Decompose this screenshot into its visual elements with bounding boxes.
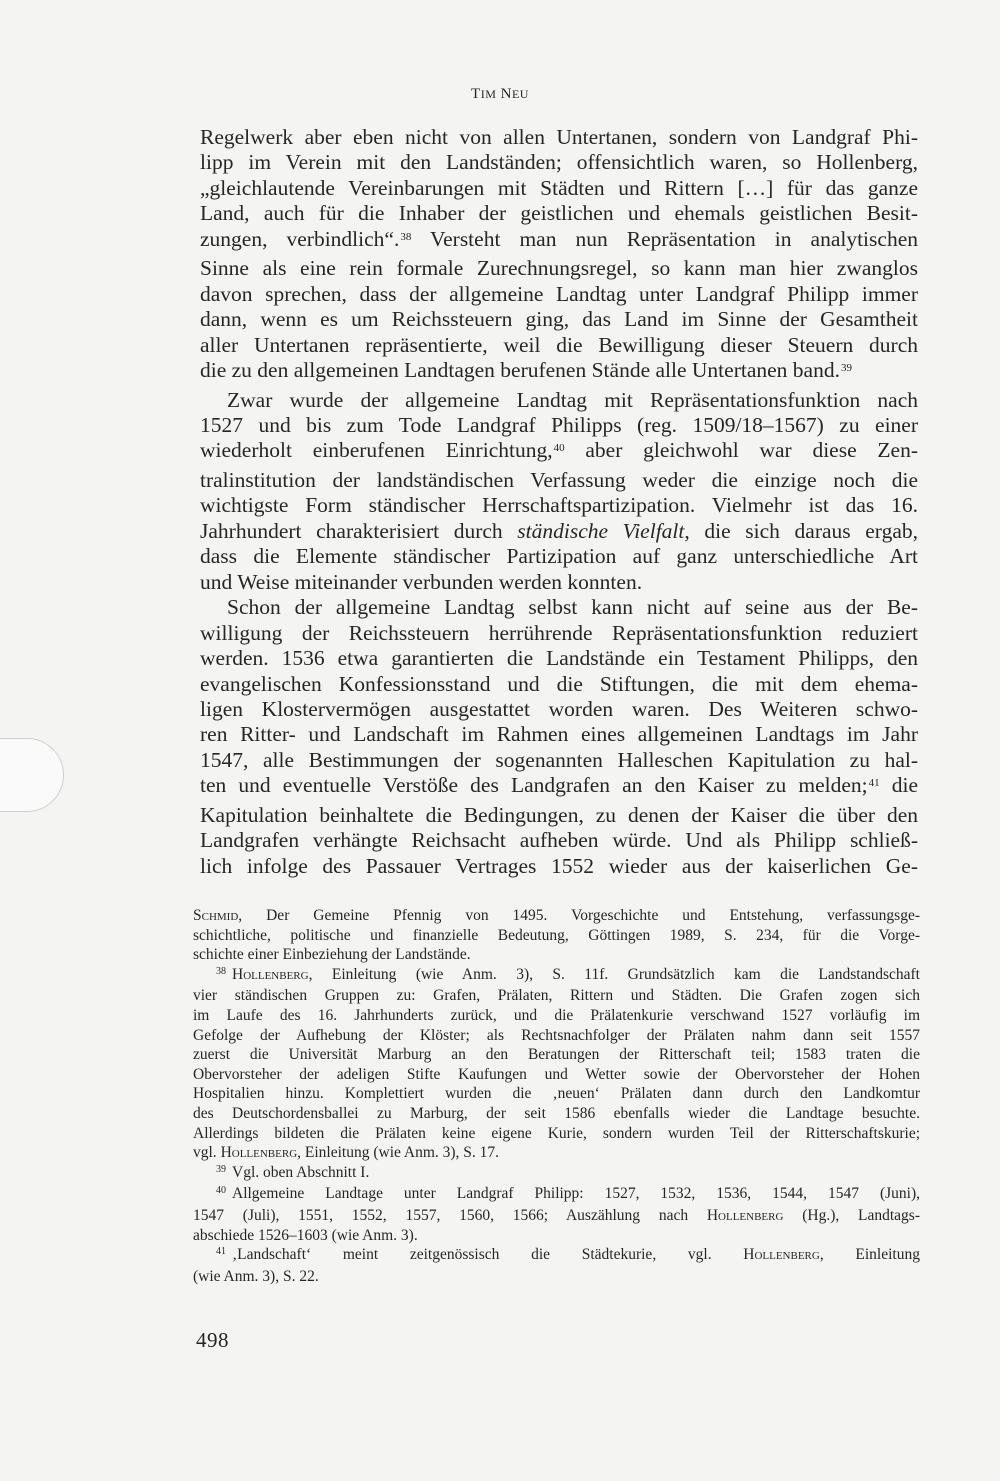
footnote-39 [193, 1163, 920, 1185]
text-line: und Weise miteinander verbunden werden konnten. [200, 569, 643, 594]
text-line: „gleichlautende Vereinbarungen mit Städten und Rittern […] für das ganze [200, 175, 918, 200]
text-line: ligen Klostervermögen ausgestattet worden waren. Des Weiteren schwo- [200, 696, 918, 721]
footnote-line: $^{41}$ ‚Landschaft‘ meint zeitgenössisch die Städtekurie, vgl. Hollenberg, Einleitung [216, 1246, 920, 1264]
footnote-line: Schmid, Der Gemeine Pfennig von 1495. Vorgeschichte und Entstehung, verfassungsge- [193, 907, 920, 924]
text-line: Kapitulation beinhaltete die Bedingungen, zu denen der Kaiser die über den [200, 802, 918, 827]
text-line: ren Ritter- und Landschaft im Rahmen eines allgemeinen Landtags im Jahr [200, 722, 918, 747]
footnote-ref-38[interactable]: 38 [400, 230, 412, 243]
running-head: TIM NEU [471, 86, 529, 102]
text-line: Sinne als eine rein formale Zurechnungsregel, so kann man hier zwanglos [200, 256, 918, 281]
footnotes [193, 906, 920, 1286]
footnote-40 [193, 1184, 920, 1245]
text-line: aller Untertanen repräsentierte, weil die Bewilligung dieser Steuern durch [200, 332, 918, 357]
body-text [200, 125, 918, 879]
text-line: wichtigste Form ständischer Herrschaftspartizipation. Vielmehr ist das 16. [200, 493, 918, 518]
footnote-line: $^{40}$ Allgemeine Landtage unter Landgraf Philipp: 1527, 1532, 1536, 1544, 1547 (Juni), [216, 1185, 920, 1203]
paragraph-2 [200, 388, 918, 596]
paragraph-1 [200, 125, 918, 388]
author-name: Hollenberg [743, 1246, 820, 1264]
footnote-line: Gefolge der Aufhebung der Klöster; als Rechtsnachfolger der Prälaten nahm dann seit 1557 [193, 1026, 920, 1044]
footnote-number: 41 [216, 1246, 226, 1258]
footnote-number: 40 [216, 1185, 226, 1197]
footnote-line: des Deutschordensballei zu Marburg, der seit 1586 ebenfalls wieder die Landtage besuchte. [193, 1104, 920, 1122]
footnote-38 [193, 965, 920, 1163]
footnote-line: schichtliche, politische und finanzielle Bedeutung, Göttingen 1989, S. 234, für die Vorge- [193, 926, 920, 944]
text-line: Zwar wurde der allgemeine Landtag mit Repräsentationsfunktion nach [227, 387, 918, 412]
footnote-line: (wie Anm. 3), S. 22. [193, 1267, 319, 1285]
binder-tab-shape [0, 738, 64, 812]
text-line: Regelwerk aber eben nicht von allen Untertanen, sondern von Landgraf Phi- [200, 125, 918, 149]
footnote-line: im Laufe des 16. Jahrhunderts zurück, und die Prälatenkurie verschwand 1527 vorläufig im [193, 1006, 920, 1024]
footnote-ref-40[interactable]: 40 [553, 442, 565, 455]
footnote-line: vgl. Hollenberg, Einleitung (wie Anm. 3), S. 17. [193, 1144, 500, 1162]
footnote-line: Obervorsteher der adeligen Stifte Kaufungen und Wetter sowie der Obervorsteher der Hohen [193, 1065, 920, 1083]
author-name: Hollenberg [220, 1144, 298, 1162]
footnote-line: schichte einer Einbeziehung der Landstände. [193, 946, 471, 964]
text-line: ten und eventuelle Verstöße des Landgrafen an den Kaiser zu melden;$^{41}$ die [200, 773, 918, 798]
text-line: davon sprechen, dass der allgemeine Landtag unter Landgraf Philipp immer [200, 281, 918, 306]
footnote-line: Allerdings bildeten die Prälaten keine eigene Kurie, sondern wurden Teil der Ritterschaftskurie; [193, 1124, 920, 1142]
text-line: Schon der allgemeine Landtag selbst kann nicht auf seine aus der Be- [227, 595, 918, 620]
footnote-line: 1547 (Juli), 1551, 1552, 1557, 1560, 1566; Auszählung nach Hollenberg (Hg.), Landtags- [193, 1206, 920, 1224]
text-line: lipp im Verein mit den Landständen; offensichtlich waren, so Hollenberg, [200, 150, 918, 175]
text-line: dann, wenn es um Reichssteuern ging, das Land im Sinne der Gesamtheit [200, 307, 918, 332]
text-line: tralinstitution der landständischen Verfassung weder die einzige noch die [200, 467, 918, 492]
text-line: werden. 1536 etwa garantierten die Landstände ein Testament Philipps, den [200, 646, 918, 671]
text-line: Land, auch für die Inhaber der geistlichen und ehemals geistlichen Besit- [200, 201, 918, 226]
text-line: evangelischen Konfessionsstand und die Stiftungen, die mit dem ehema- [200, 671, 918, 696]
footnote-41 [193, 1245, 920, 1286]
text-line: willigung der Reichssteuern herrührende Repräsentationsfunktion reduziert [200, 620, 918, 645]
footnote-line: $^{38}$ Hollenberg, Einleitung (wie Anm. 3), S. 11f. Grundsätzlich kam die Landstandschaft [216, 965, 920, 983]
footnote-line: abschiede 1526–1603 (wie Anm. 3). [193, 1226, 418, 1244]
footnote-ref-41[interactable]: 41 [868, 777, 880, 790]
text-line: Landgrafen verhängte Reichsacht aufheben würde. Und als Philipp schließ- [200, 828, 918, 853]
author-name: Hollenberg [232, 965, 309, 983]
emphasis-text: ständische Vielfalt [517, 518, 685, 543]
text-line: die zu den allgemeinen Landtagen berufenen Stände alle Untertanen band.$^{39}$ [200, 358, 852, 383]
footnote-continuation [193, 906, 920, 965]
text-line: Jahrhundert charakterisiert durch ständische Vielfalt, die sich daraus ergab, [200, 518, 918, 543]
footnote-line: Hospitalien hinzu. Komplettiert wurden die ‚neuen‘ Prälaten dann durch den Landkomtur [193, 1085, 920, 1103]
footnote-line: vier ständischen Gruppen zu: Grafen, Prälaten, Rittern und Städten. Die Grafen zogen sich [193, 987, 920, 1005]
text-line: lich infolge des Passauer Vertrages 1552 wieder aus der kaiserlichen Ge- [200, 853, 918, 878]
footnote-ref-39[interactable]: 39 [840, 362, 852, 375]
paragraph-3 [200, 595, 918, 879]
author-name: Hollenberg [706, 1206, 784, 1224]
text-line: 1547, alle Bestimmungen der sogenannten Halleschen Kapitulation zu hal- [200, 747, 918, 772]
footnote-line: zuerst die Universität Marburg an den Beratungen der Ritterschaft teil; 1583 traten die [193, 1046, 920, 1064]
text-line: 1527 und bis zum Tode Landgraf Philipps (reg. 1509/18–1567) zu einer [200, 412, 918, 437]
footnote-line: $^{39}$ Vgl. oben Abschnitt I. [216, 1163, 370, 1181]
text-line: dass die Elemente ständischer Partizipation auf ganz unterschiedliche Art [200, 544, 918, 569]
text-line: wiederholt einberufenen Einrichtung,$^{40}$ aber gleichwohl war diese Zen- [200, 438, 918, 463]
footnote-number: 38 [216, 965, 226, 977]
page-number: 498 [196, 1328, 229, 1352]
author-name: Schmid [193, 907, 239, 924]
footnote-number: 39 [216, 1163, 226, 1175]
text-line: zungen, verbindlich“.$^{38}$ Versteht man nun Repräsentation in analytischen [200, 226, 918, 251]
